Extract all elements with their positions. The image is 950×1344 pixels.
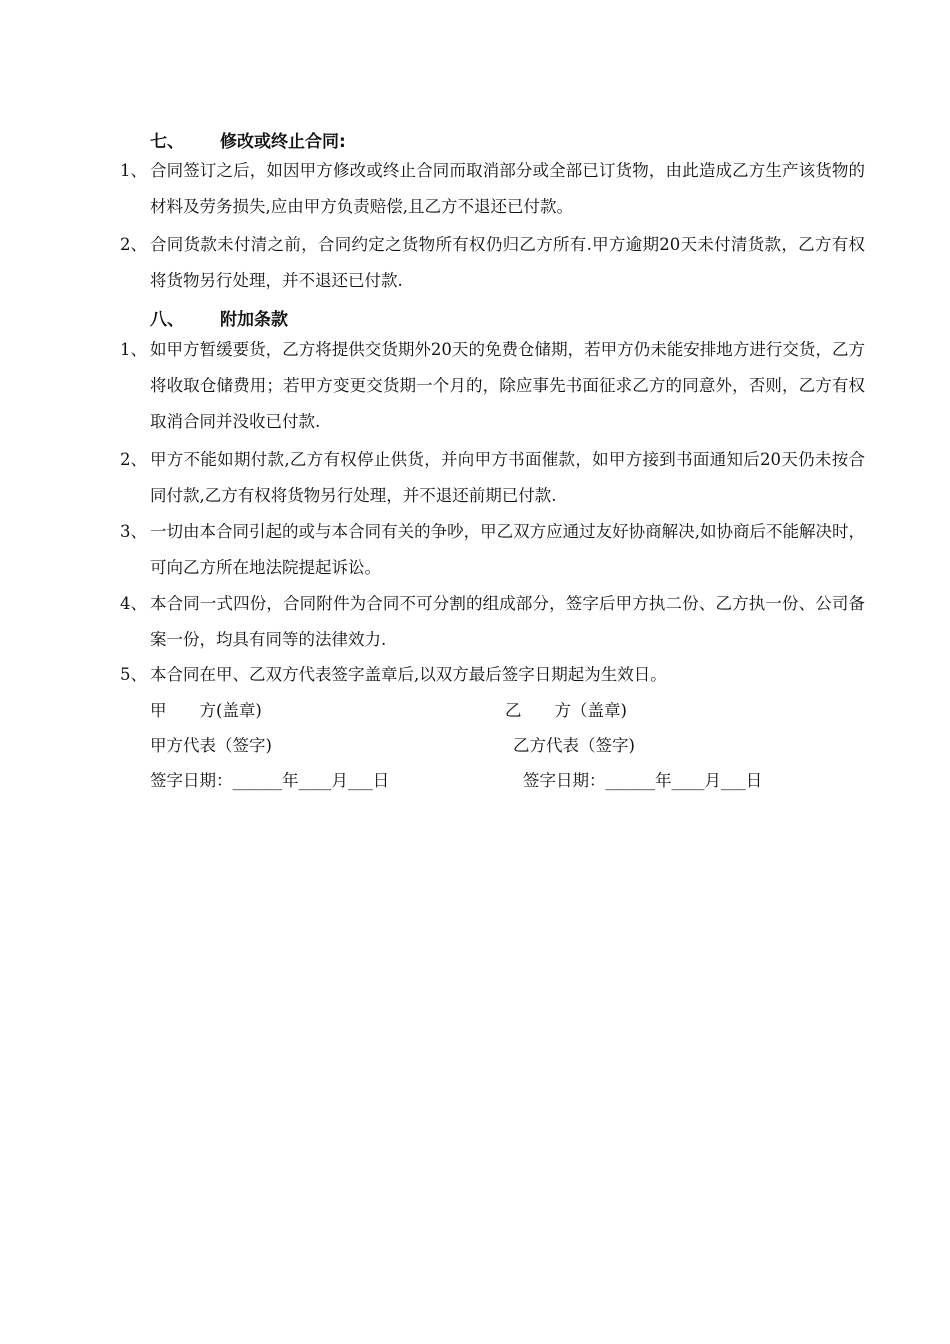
clause-number: 5、 [120, 665, 147, 684]
party-b-seal-label: 乙 方（盖章) [505, 701, 627, 720]
clause-text: 甲方不能如期付款,乙方有权停止供货，并向甲方书面催款，如甲方接到书面通知后20天仍未按合同付款,乙方有权将货物另行处理，并不退还前期已付款. [150, 450, 865, 505]
section-heading-8 [150, 305, 288, 330]
section-heading-7 [150, 127, 346, 152]
clause-number: 3、 [120, 522, 147, 541]
party-b-representative-label: 乙方代表（签字) [513, 736, 635, 755]
clause-text: 本合同一式四份，合同附件为合同不可分割的组成部分，签字后甲方执二份、乙方执一份、公司备案一份，均具有同等的法律效力. [150, 594, 865, 649]
section-title: 修改或终止合同: [220, 132, 346, 152]
clause-number: 2、 [120, 235, 147, 254]
clause-number: 2、 [120, 450, 147, 469]
clause-7-2 [120, 227, 865, 299]
section-number: 七、 [150, 132, 184, 152]
clause-8-4 [120, 586, 865, 658]
clause-number: 4、 [120, 594, 147, 613]
clause-text: 本合同在甲、乙双方代表签字盖章后,以双方最后签字日期起为生效日。 [150, 665, 667, 684]
clause-8-3 [120, 514, 865, 586]
clause-8-5 [120, 657, 865, 693]
clause-8-2 [120, 442, 865, 514]
clause-number: 1、 [120, 340, 147, 359]
clause-8-1 [120, 332, 865, 440]
clause-text: 如甲方暂缓要货，乙方将提供交货期外20天的免费仓储期，若甲方仍未能安排地方进行交货，乙方将收取仓储费用；若甲方变更交货期一个月的，除应事先书面征求乙方的同意外，否则，乙方有权取消合同并没收已付款. [150, 340, 865, 431]
party-a-seal-label: 甲 方(盖章) [150, 701, 262, 720]
party-b-sign-date: 签字日期：______年____月___日 [523, 771, 763, 790]
clause-number: 1、 [120, 161, 147, 180]
clause-7-1 [120, 153, 865, 225]
clause-text: 合同货款未付清之前，合同约定之货物所有权仍归乙方所有.甲方逾期20天未付清货款，乙方有权将货物另行处理，并不退还已付款. [150, 235, 865, 290]
section-title: 附加条款 [220, 310, 288, 330]
party-a-representative-label: 甲方代表（签字) [150, 736, 272, 755]
section-number: 八、 [150, 310, 184, 330]
clause-text: 合同签订之后，如因甲方修改或终止合同而取消部分或全部已订货物，由此造成乙方生产该货物的材料及劳务损失,应由甲方负责赔偿,且乙方不退还已付款。 [150, 161, 865, 216]
clause-text: 一切由本合同引起的或与本合同有关的争吵，甲乙双方应通过友好协商解决,如协商后不能解决时，可向乙方所在地法院提起诉讼。 [150, 522, 865, 577]
party-a-sign-date: 签字日期：______年____月___日 [150, 771, 390, 790]
